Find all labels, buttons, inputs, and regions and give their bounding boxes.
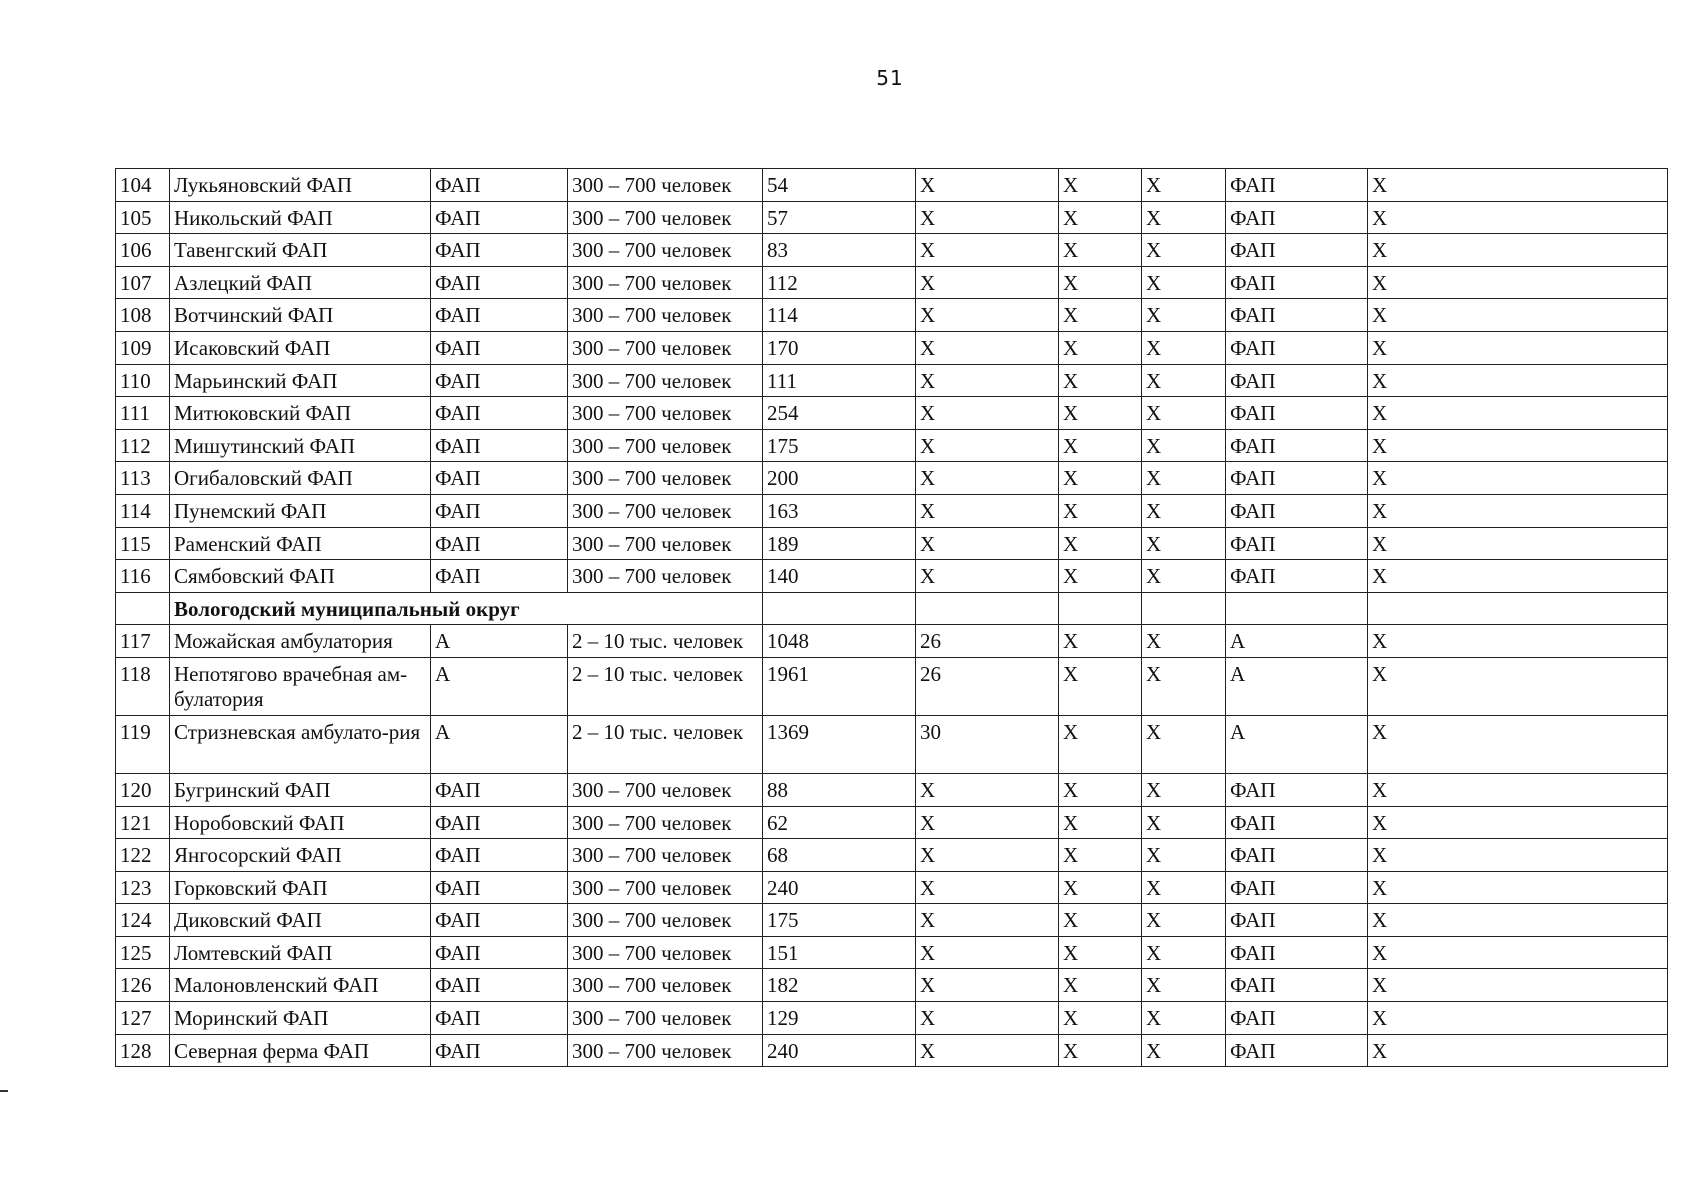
facility-type-cell: А (431, 715, 568, 773)
table-row (116, 969, 1668, 1002)
population-cell: 240 (763, 1034, 916, 1067)
table-row (116, 266, 1668, 299)
column-7-cell: X (1059, 625, 1142, 658)
table-row (116, 560, 1668, 593)
column-6-cell: X (916, 364, 1059, 397)
column-8-cell: X (1142, 806, 1226, 839)
population-range-cell: 300 – 700 человек (568, 871, 763, 904)
column-8-cell: X (1142, 169, 1226, 202)
population-cell: 140 (763, 560, 916, 593)
facility-type-cell: ФАП (431, 806, 568, 839)
facility-type-cell: ФАП (431, 299, 568, 332)
population-range-cell: 300 – 700 человек (568, 201, 763, 234)
column-7-cell: X (1059, 462, 1142, 495)
facility-type-cell: ФАП (431, 397, 568, 430)
facility-type-cell: ФАП (431, 266, 568, 299)
column-8-cell: X (1142, 969, 1226, 1002)
facility-type-cell: ФАП (431, 462, 568, 495)
column-10-cell: X (1368, 462, 1668, 495)
row-number-cell: 111 (116, 397, 170, 430)
table-row (116, 773, 1668, 806)
column-6-cell: X (916, 904, 1059, 937)
table-row (116, 904, 1668, 937)
column-10-cell: X (1368, 1002, 1668, 1035)
column-8-cell: X (1142, 331, 1226, 364)
population-range-cell: 300 – 700 человек (568, 397, 763, 430)
empty-cell (763, 592, 916, 625)
column-8-cell: X (1142, 201, 1226, 234)
row-number-cell: 106 (116, 234, 170, 267)
facility-name-cell: Раменский ФАП (170, 527, 431, 560)
column-6-cell: 30 (916, 715, 1059, 773)
facility-name-cell: Вотчинский ФАП (170, 299, 431, 332)
column-10-cell: X (1368, 625, 1668, 658)
column-10-cell: X (1368, 201, 1668, 234)
row-number-cell: 104 (116, 169, 170, 202)
column-8-cell: X (1142, 936, 1226, 969)
facility-type-cell: ФАП (431, 201, 568, 234)
column-9-cell: ФАП (1226, 462, 1368, 495)
facility-type-cell: ФАП (431, 429, 568, 462)
facility-type-cell: ФАП (431, 331, 568, 364)
column-9-cell: ФАП (1226, 806, 1368, 839)
column-9-cell: А (1226, 625, 1368, 658)
population-cell: 68 (763, 839, 916, 872)
population-cell: 163 (763, 494, 916, 527)
population-cell: 254 (763, 397, 916, 430)
population-range-cell: 300 – 700 человек (568, 429, 763, 462)
facility-name-cell: Митюковский ФАП (170, 397, 431, 430)
column-8-cell: X (1142, 429, 1226, 462)
facility-name-cell: Янгосорский ФАП (170, 839, 431, 872)
column-9-cell: ФАП (1226, 871, 1368, 904)
population-range-cell: 300 – 700 человек (568, 1034, 763, 1067)
facility-type-cell: ФАП (431, 560, 568, 593)
column-8-cell: X (1142, 462, 1226, 495)
table-row (116, 429, 1668, 462)
column-8-cell: X (1142, 1034, 1226, 1067)
facility-type-cell: ФАП (431, 494, 568, 527)
empty-cell (116, 592, 170, 625)
facility-table (115, 168, 1668, 1067)
facility-type-cell: ФАП (431, 364, 568, 397)
column-10-cell: X (1368, 234, 1668, 267)
column-8-cell: X (1142, 266, 1226, 299)
column-10-cell: X (1368, 871, 1668, 904)
column-10-cell: X (1368, 806, 1668, 839)
row-number-cell: 121 (116, 806, 170, 839)
table-row (116, 527, 1668, 560)
column-8-cell: X (1142, 839, 1226, 872)
empty-cell (916, 592, 1059, 625)
column-7-cell: X (1059, 201, 1142, 234)
column-9-cell: ФАП (1226, 429, 1368, 462)
column-7-cell: X (1059, 773, 1142, 806)
table-row (116, 234, 1668, 267)
column-6-cell: X (916, 266, 1059, 299)
table-row (116, 201, 1668, 234)
table-body (116, 169, 1668, 1067)
facility-name-cell: Малоновленский ФАП (170, 969, 431, 1002)
column-10-cell: X (1368, 527, 1668, 560)
row-number-cell: 123 (116, 871, 170, 904)
row-number-cell: 110 (116, 364, 170, 397)
column-7-cell: X (1059, 266, 1142, 299)
section-row (116, 592, 1668, 625)
row-number-cell: 112 (116, 429, 170, 462)
population-range-cell: 300 – 700 человек (568, 462, 763, 495)
table-row (116, 299, 1668, 332)
column-7-cell: X (1059, 560, 1142, 593)
table-row (116, 625, 1668, 658)
column-10-cell: X (1368, 839, 1668, 872)
column-8-cell: X (1142, 494, 1226, 527)
column-7-cell: X (1059, 169, 1142, 202)
row-number-cell: 122 (116, 839, 170, 872)
population-cell: 1961 (763, 657, 916, 715)
column-8-cell: X (1142, 625, 1226, 658)
column-6-cell: X (916, 839, 1059, 872)
column-9-cell: ФАП (1226, 904, 1368, 937)
table-row (116, 871, 1668, 904)
table-row (116, 397, 1668, 430)
facility-name-cell: Диковский ФАП (170, 904, 431, 937)
facility-name-cell: Норобовский ФАП (170, 806, 431, 839)
empty-cell (1226, 592, 1368, 625)
facility-type-cell: ФАП (431, 169, 568, 202)
column-6-cell: X (916, 527, 1059, 560)
facility-name-cell: Никольский ФАП (170, 201, 431, 234)
population-range-cell: 300 – 700 человек (568, 773, 763, 806)
facility-type-cell: ФАП (431, 871, 568, 904)
row-number-cell: 105 (116, 201, 170, 234)
population-range-cell: 300 – 700 человек (568, 299, 763, 332)
column-6-cell: 26 (916, 625, 1059, 658)
facility-type-cell: ФАП (431, 839, 568, 872)
column-7-cell: X (1059, 904, 1142, 937)
population-range-cell: 2 – 10 тыс. человек (568, 625, 763, 658)
population-range-cell: 2 – 10 тыс. человек (568, 715, 763, 773)
column-10-cell: X (1368, 657, 1668, 715)
population-range-cell: 300 – 700 человек (568, 527, 763, 560)
facility-name-cell: Стризневская амбулато-рия (170, 715, 431, 773)
column-9-cell: А (1226, 657, 1368, 715)
column-10-cell: X (1368, 969, 1668, 1002)
column-7-cell: X (1059, 397, 1142, 430)
column-6-cell: X (916, 299, 1059, 332)
column-10-cell: X (1368, 936, 1668, 969)
population-range-cell: 300 – 700 человек (568, 1002, 763, 1035)
facility-name-cell: Огибаловский ФАП (170, 462, 431, 495)
table-row (116, 1034, 1668, 1067)
facility-type-cell: ФАП (431, 1002, 568, 1035)
population-range-cell: 300 – 700 человек (568, 936, 763, 969)
column-9-cell: ФАП (1226, 234, 1368, 267)
population-range-cell: 300 – 700 человек (568, 904, 763, 937)
column-7-cell: X (1059, 715, 1142, 773)
population-cell: 175 (763, 429, 916, 462)
facility-name-cell: Марьинский ФАП (170, 364, 431, 397)
column-8-cell: X (1142, 397, 1226, 430)
page-number: 51 (876, 66, 904, 90)
column-10-cell: X (1368, 397, 1668, 430)
column-8-cell: X (1142, 364, 1226, 397)
facility-name-cell: Лукьяновский ФАП (170, 169, 431, 202)
facility-name-cell: Бугринский ФАП (170, 773, 431, 806)
row-number-cell: 115 (116, 527, 170, 560)
column-6-cell: X (916, 169, 1059, 202)
row-number-cell: 108 (116, 299, 170, 332)
facility-type-cell: А (431, 657, 568, 715)
facility-name-cell: Горковский ФАП (170, 871, 431, 904)
facility-name-cell: Пунемский ФАП (170, 494, 431, 527)
row-number-cell: 125 (116, 936, 170, 969)
population-cell: 182 (763, 969, 916, 1002)
column-9-cell: ФАП (1226, 201, 1368, 234)
row-number-cell: 117 (116, 625, 170, 658)
column-10-cell: X (1368, 1034, 1668, 1067)
facility-name-cell: Азлецкий ФАП (170, 266, 431, 299)
column-9-cell: ФАП (1226, 936, 1368, 969)
row-number-cell: 114 (116, 494, 170, 527)
column-6-cell: 26 (916, 657, 1059, 715)
population-range-cell: 300 – 700 человек (568, 364, 763, 397)
facility-name-cell: Северная ферма ФАП (170, 1034, 431, 1067)
column-9-cell: ФАП (1226, 494, 1368, 527)
column-10-cell: X (1368, 560, 1668, 593)
population-range-cell: 300 – 700 человек (568, 169, 763, 202)
column-9-cell: ФАП (1226, 1002, 1368, 1035)
table-row (116, 169, 1668, 202)
column-10-cell: X (1368, 266, 1668, 299)
population-cell: 57 (763, 201, 916, 234)
facility-name-cell: Тавенгский ФАП (170, 234, 431, 267)
population-cell: 170 (763, 331, 916, 364)
population-cell: 189 (763, 527, 916, 560)
column-8-cell: X (1142, 773, 1226, 806)
column-8-cell: X (1142, 560, 1226, 593)
column-9-cell: ФАП (1226, 331, 1368, 364)
column-9-cell: А (1226, 715, 1368, 773)
facility-name-cell: Мишутинский ФАП (170, 429, 431, 462)
population-cell: 129 (763, 1002, 916, 1035)
facility-type-cell: ФАП (431, 904, 568, 937)
empty-cell (1368, 592, 1668, 625)
column-6-cell: X (916, 429, 1059, 462)
column-7-cell: X (1059, 806, 1142, 839)
column-8-cell: X (1142, 299, 1226, 332)
column-10-cell: X (1368, 331, 1668, 364)
table-row (116, 494, 1668, 527)
column-9-cell: ФАП (1226, 969, 1368, 1002)
column-10-cell: X (1368, 494, 1668, 527)
column-7-cell: X (1059, 234, 1142, 267)
facility-type-cell: ФАП (431, 773, 568, 806)
column-6-cell: X (916, 331, 1059, 364)
row-number-cell: 116 (116, 560, 170, 593)
column-7-cell: X (1059, 839, 1142, 872)
population-cell: 114 (763, 299, 916, 332)
row-number-cell: 127 (116, 1002, 170, 1035)
column-10-cell: X (1368, 773, 1668, 806)
empty-cell (1142, 592, 1226, 625)
column-6-cell: X (916, 201, 1059, 234)
row-number-cell: 128 (116, 1034, 170, 1067)
column-9-cell: ФАП (1226, 364, 1368, 397)
facility-type-cell: ФАП (431, 527, 568, 560)
facility-type-cell: ФАП (431, 969, 568, 1002)
column-6-cell: X (916, 494, 1059, 527)
column-8-cell: X (1142, 715, 1226, 773)
column-6-cell: X (916, 773, 1059, 806)
column-7-cell: X (1059, 429, 1142, 462)
facility-name-cell: Моринский ФАП (170, 1002, 431, 1035)
population-cell: 200 (763, 462, 916, 495)
population-range-cell: 300 – 700 человек (568, 806, 763, 839)
population-cell: 111 (763, 364, 916, 397)
column-7-cell: X (1059, 364, 1142, 397)
column-6-cell: X (916, 560, 1059, 593)
column-7-cell: X (1059, 1002, 1142, 1035)
column-9-cell: ФАП (1226, 839, 1368, 872)
column-8-cell: X (1142, 527, 1226, 560)
column-8-cell: X (1142, 234, 1226, 267)
column-6-cell: X (916, 1002, 1059, 1035)
column-10-cell: X (1368, 364, 1668, 397)
column-8-cell: X (1142, 871, 1226, 904)
column-6-cell: X (916, 936, 1059, 969)
population-cell: 240 (763, 871, 916, 904)
section-title: Вологодский муниципальный округ (170, 592, 763, 625)
table-row (116, 936, 1668, 969)
column-6-cell: X (916, 871, 1059, 904)
facility-name-cell: Сямбовский ФАП (170, 560, 431, 593)
table-row (116, 462, 1668, 495)
table-row (116, 715, 1668, 773)
population-cell: 88 (763, 773, 916, 806)
facility-type-cell: А (431, 625, 568, 658)
empty-cell (1059, 592, 1142, 625)
margin-mark (0, 1090, 8, 1092)
population-range-cell: 300 – 700 человек (568, 494, 763, 527)
column-9-cell: ФАП (1226, 397, 1368, 430)
column-7-cell: X (1059, 527, 1142, 560)
column-9-cell: ФАП (1226, 299, 1368, 332)
facility-type-cell: ФАП (431, 234, 568, 267)
column-9-cell: ФАП (1226, 1034, 1368, 1067)
row-number-cell: 124 (116, 904, 170, 937)
column-10-cell: X (1368, 904, 1668, 937)
column-6-cell: X (916, 969, 1059, 1002)
column-7-cell: X (1059, 969, 1142, 1002)
population-cell: 175 (763, 904, 916, 937)
column-10-cell: X (1368, 429, 1668, 462)
facility-type-cell: ФАП (431, 936, 568, 969)
population-cell: 1369 (763, 715, 916, 773)
table-row (116, 839, 1668, 872)
population-cell: 151 (763, 936, 916, 969)
table-row (116, 1002, 1668, 1035)
column-9-cell: ФАП (1226, 560, 1368, 593)
column-10-cell: X (1368, 169, 1668, 202)
population-cell: 112 (763, 266, 916, 299)
column-9-cell: ФАП (1226, 527, 1368, 560)
population-cell: 62 (763, 806, 916, 839)
population-range-cell: 300 – 700 человек (568, 234, 763, 267)
population-range-cell: 300 – 700 человек (568, 839, 763, 872)
table-row (116, 806, 1668, 839)
column-7-cell: X (1059, 299, 1142, 332)
column-8-cell: X (1142, 904, 1226, 937)
row-number-cell: 107 (116, 266, 170, 299)
column-6-cell: X (916, 806, 1059, 839)
facility-type-cell: ФАП (431, 1034, 568, 1067)
population-range-cell: 300 – 700 человек (568, 266, 763, 299)
column-8-cell: X (1142, 1002, 1226, 1035)
table-row (116, 364, 1668, 397)
row-number-cell: 113 (116, 462, 170, 495)
table-row (116, 657, 1668, 715)
column-9-cell: ФАП (1226, 169, 1368, 202)
column-8-cell: X (1142, 657, 1226, 715)
table-row (116, 331, 1668, 364)
column-7-cell: X (1059, 871, 1142, 904)
population-range-cell: 300 – 700 человек (568, 560, 763, 593)
column-7-cell: X (1059, 936, 1142, 969)
population-cell: 54 (763, 169, 916, 202)
facility-name-cell: Можайская амбулатория (170, 625, 431, 658)
column-6-cell: X (916, 397, 1059, 430)
row-number-cell: 119 (116, 715, 170, 773)
column-7-cell: X (1059, 494, 1142, 527)
column-7-cell: X (1059, 1034, 1142, 1067)
facility-name-cell: Непотягово врачебная ам-булатория (170, 657, 431, 715)
population-range-cell: 300 – 700 человек (568, 331, 763, 364)
column-6-cell: X (916, 234, 1059, 267)
row-number-cell: 126 (116, 969, 170, 1002)
column-6-cell: X (916, 462, 1059, 495)
column-9-cell: ФАП (1226, 266, 1368, 299)
column-10-cell: X (1368, 299, 1668, 332)
row-number-cell: 109 (116, 331, 170, 364)
column-10-cell: X (1368, 715, 1668, 773)
population-cell: 1048 (763, 625, 916, 658)
column-9-cell: ФАП (1226, 773, 1368, 806)
column-6-cell: X (916, 1034, 1059, 1067)
row-number-cell: 120 (116, 773, 170, 806)
column-7-cell: X (1059, 657, 1142, 715)
population-range-cell: 2 – 10 тыс. человек (568, 657, 763, 715)
facility-name-cell: Ломтевский ФАП (170, 936, 431, 969)
column-7-cell: X (1059, 331, 1142, 364)
population-range-cell: 300 – 700 человек (568, 969, 763, 1002)
facility-name-cell: Исаковский ФАП (170, 331, 431, 364)
row-number-cell: 118 (116, 657, 170, 715)
population-cell: 83 (763, 234, 916, 267)
